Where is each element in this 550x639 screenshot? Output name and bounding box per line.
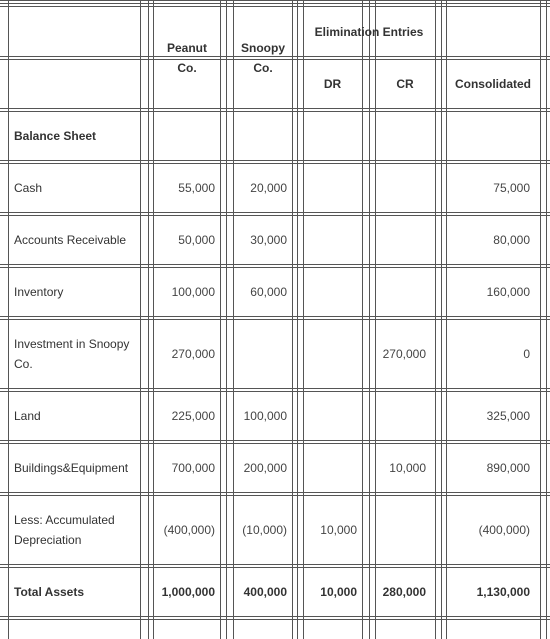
row-label: Investment in Snoopy Co. xyxy=(14,336,130,371)
cell-consolidated xyxy=(446,111,530,160)
cell-cr xyxy=(375,391,426,440)
cell-dr xyxy=(303,111,357,160)
cell-dr xyxy=(303,319,357,388)
cell-snoopy: 200,000 xyxy=(243,460,287,475)
cell-dr xyxy=(303,267,357,316)
header-peanut-co: Peanut Co. xyxy=(166,41,207,75)
header-snoopy-co: Snoopy Co. xyxy=(241,41,285,75)
cell-peanut: 100,000 xyxy=(171,284,215,299)
cell-snoopy: 400,000 xyxy=(243,584,287,599)
row-label: Buildings&Equipment xyxy=(14,460,129,475)
cell-cr xyxy=(375,619,426,639)
cell-snoopy: 60,000 xyxy=(250,284,287,299)
row-label: Less: Accumulated Depreciation xyxy=(14,512,115,547)
cell-snoopy xyxy=(233,111,287,160)
header-elimination-entries: Elimination Entries xyxy=(314,25,424,39)
cell-cr xyxy=(375,163,426,212)
cell-cr: 10,000 xyxy=(389,460,426,475)
cell-peanut: 50,000 xyxy=(178,232,215,247)
cell-cr: 280,000 xyxy=(382,584,426,599)
cell-snoopy: 100,000 xyxy=(243,408,287,423)
cell-snoopy xyxy=(233,319,287,388)
cell-dr xyxy=(303,163,357,212)
cell-snoopy: 30,000 xyxy=(250,232,287,247)
cell-dr xyxy=(303,619,357,639)
cell-snoopy xyxy=(233,619,287,639)
row-label: Balance Sheet xyxy=(14,128,97,143)
cell-dr xyxy=(303,391,357,440)
row-label: Cash xyxy=(14,180,43,195)
cell-consolidated: 160,000 xyxy=(486,284,530,299)
row-label: Land xyxy=(14,408,41,423)
cell-consolidated: 325,000 xyxy=(486,408,530,423)
cell-peanut: 1,000,000 xyxy=(161,584,215,599)
row-label: Accounts Receivable xyxy=(14,232,127,247)
cell-consolidated: 80,000 xyxy=(493,232,530,247)
cell-dr xyxy=(303,443,357,492)
header-consolidated: Consolidated xyxy=(454,77,531,91)
cell-consolidated: 0 xyxy=(523,346,530,361)
row-label: Inventory xyxy=(14,284,64,299)
cell-peanut xyxy=(153,111,215,160)
cell-snoopy: 20,000 xyxy=(250,180,287,195)
header-cr: CR xyxy=(396,77,414,91)
cell-peanut: 270,000 xyxy=(171,346,215,361)
cell-peanut xyxy=(153,619,215,639)
cell-dr: 10,000 xyxy=(320,522,357,537)
cell-cr xyxy=(375,215,426,264)
cell-dr xyxy=(303,215,357,264)
cell-snoopy: (10,000) xyxy=(242,522,287,537)
cell-peanut: 700,000 xyxy=(171,460,215,475)
cell-consolidated: 75,000 xyxy=(493,180,530,195)
row-label xyxy=(14,619,136,639)
cell-consolidated: 890,000 xyxy=(486,460,530,475)
cell-cr xyxy=(375,495,426,564)
cell-cr xyxy=(375,267,426,316)
cell-consolidated: 1,130,000 xyxy=(476,584,530,599)
row-label: Total Assets xyxy=(14,584,85,599)
header-dr: DR xyxy=(323,77,342,91)
cell-peanut: (400,000) xyxy=(163,522,215,537)
cell-cr xyxy=(375,111,426,160)
cell-consolidated: (400,000) xyxy=(478,522,530,537)
cell-dr: 10,000 xyxy=(320,584,357,599)
cell-consolidated xyxy=(446,619,530,639)
cell-peanut: 225,000 xyxy=(171,408,215,423)
cell-cr: 270,000 xyxy=(382,346,426,361)
cell-peanut: 55,000 xyxy=(178,180,215,195)
